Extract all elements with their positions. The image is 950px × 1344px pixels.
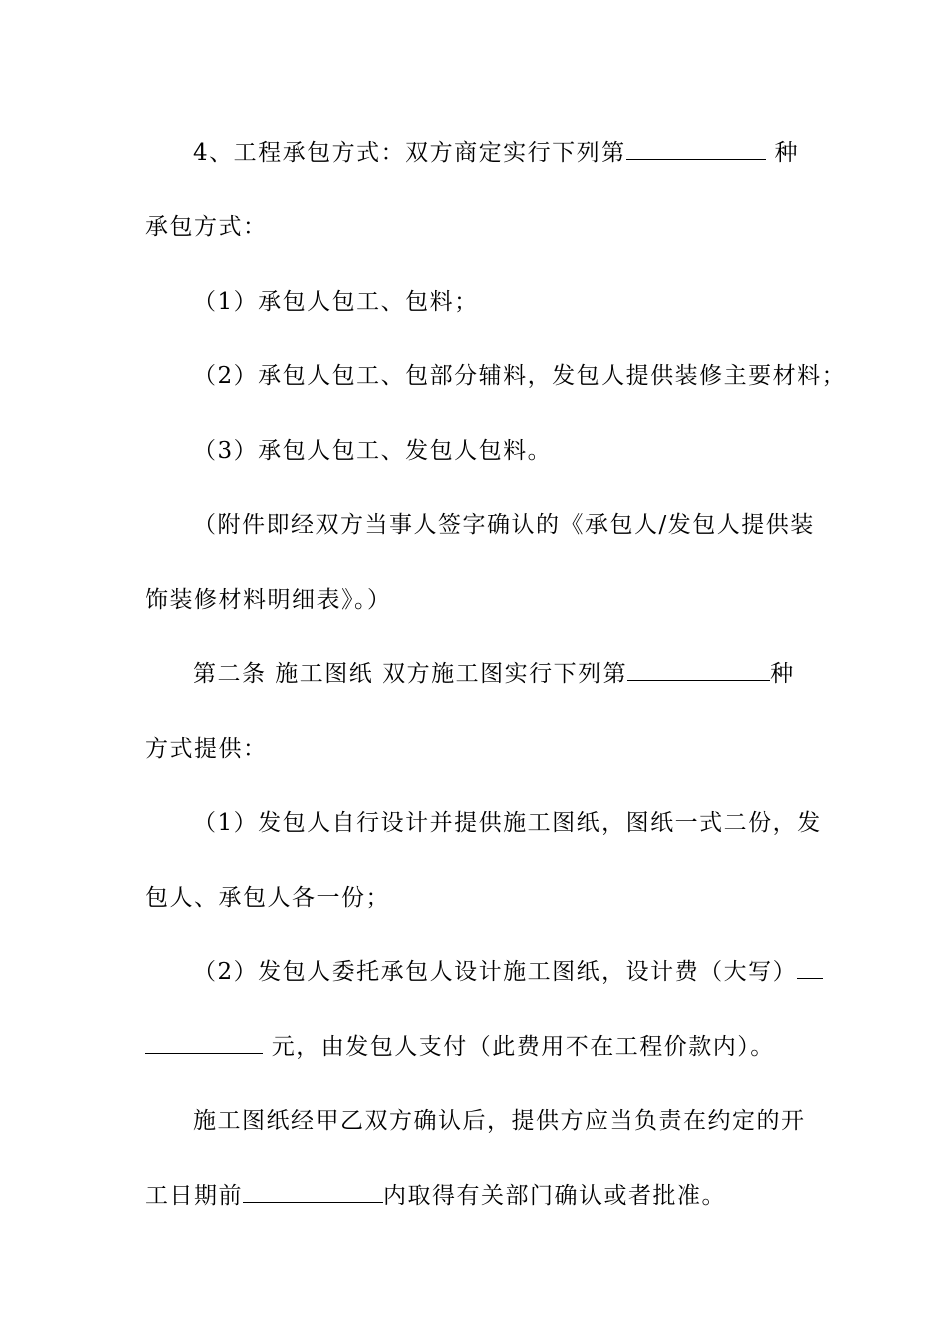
list-item [193,436,815,466]
paragraph-contract-method [193,138,815,168]
article-2-heading [193,659,815,689]
attachment-note: （附件即经双方当事人签字确认的《承包人/发包人提供装 [193,512,815,538]
blank-design-fee [145,1033,263,1054]
list-item [193,808,822,838]
drawing-option-2-text: （2）发包人委托承包人设计施工图纸，设计费（大写） [193,959,798,985]
text-kind: 种 [765,140,799,166]
blank-method-number [626,139,766,160]
text-line [145,1032,815,1062]
list-item [193,957,815,987]
blank-deadline [243,1182,383,1203]
text-line [145,883,815,913]
text-line [145,585,815,615]
drawing-confirm-text: 施工图纸经甲乙双方确认后，提供方应当负责在约定的开 [193,1108,806,1134]
drawing-option-1-cont: 包人、承包人各一份； [145,885,390,911]
article-2-text: 第二条 施工图纸 双方施工图实行下列第 [193,661,628,687]
article-2-cont: 方式提供： [145,736,268,762]
list-item [193,361,847,391]
drawing-option-2-cont: 元，由发包人支付（此费用不在工程价款内）。 [263,1034,775,1060]
text-line [145,1181,815,1211]
drawing-option-1-text: （1）发包人自行设计并提供施工图纸，图纸一式二份，发 [193,810,822,836]
text-line [193,510,815,540]
drawing-confirm-cont: 工日期前 [145,1183,243,1209]
drawing-confirm-end: 内取得有关部门确认或者批准。 [383,1183,726,1209]
option-1-text: （1）承包人包工、包料； [193,289,479,315]
text-line [145,734,815,764]
option-3-text: （3）承包人包工、发包人包料。 [193,438,553,464]
text-line [193,1106,815,1136]
text-contract-method: 4、工程承包方式：双方商定实行下列第 [193,140,626,166]
text-contract-method-cont: 承包方式： [145,214,268,240]
attachment-note-cont: 饰装修材料明细表》。） [145,587,392,613]
option-2-text: （2）承包人包工、包部分辅料，发包人提供装修主要材料； [193,363,847,389]
text-line [145,212,815,242]
text-kind: 种 [770,661,795,687]
blank-drawing-method [627,660,770,681]
list-item [193,287,815,317]
blank-design-fee-start [797,958,823,979]
